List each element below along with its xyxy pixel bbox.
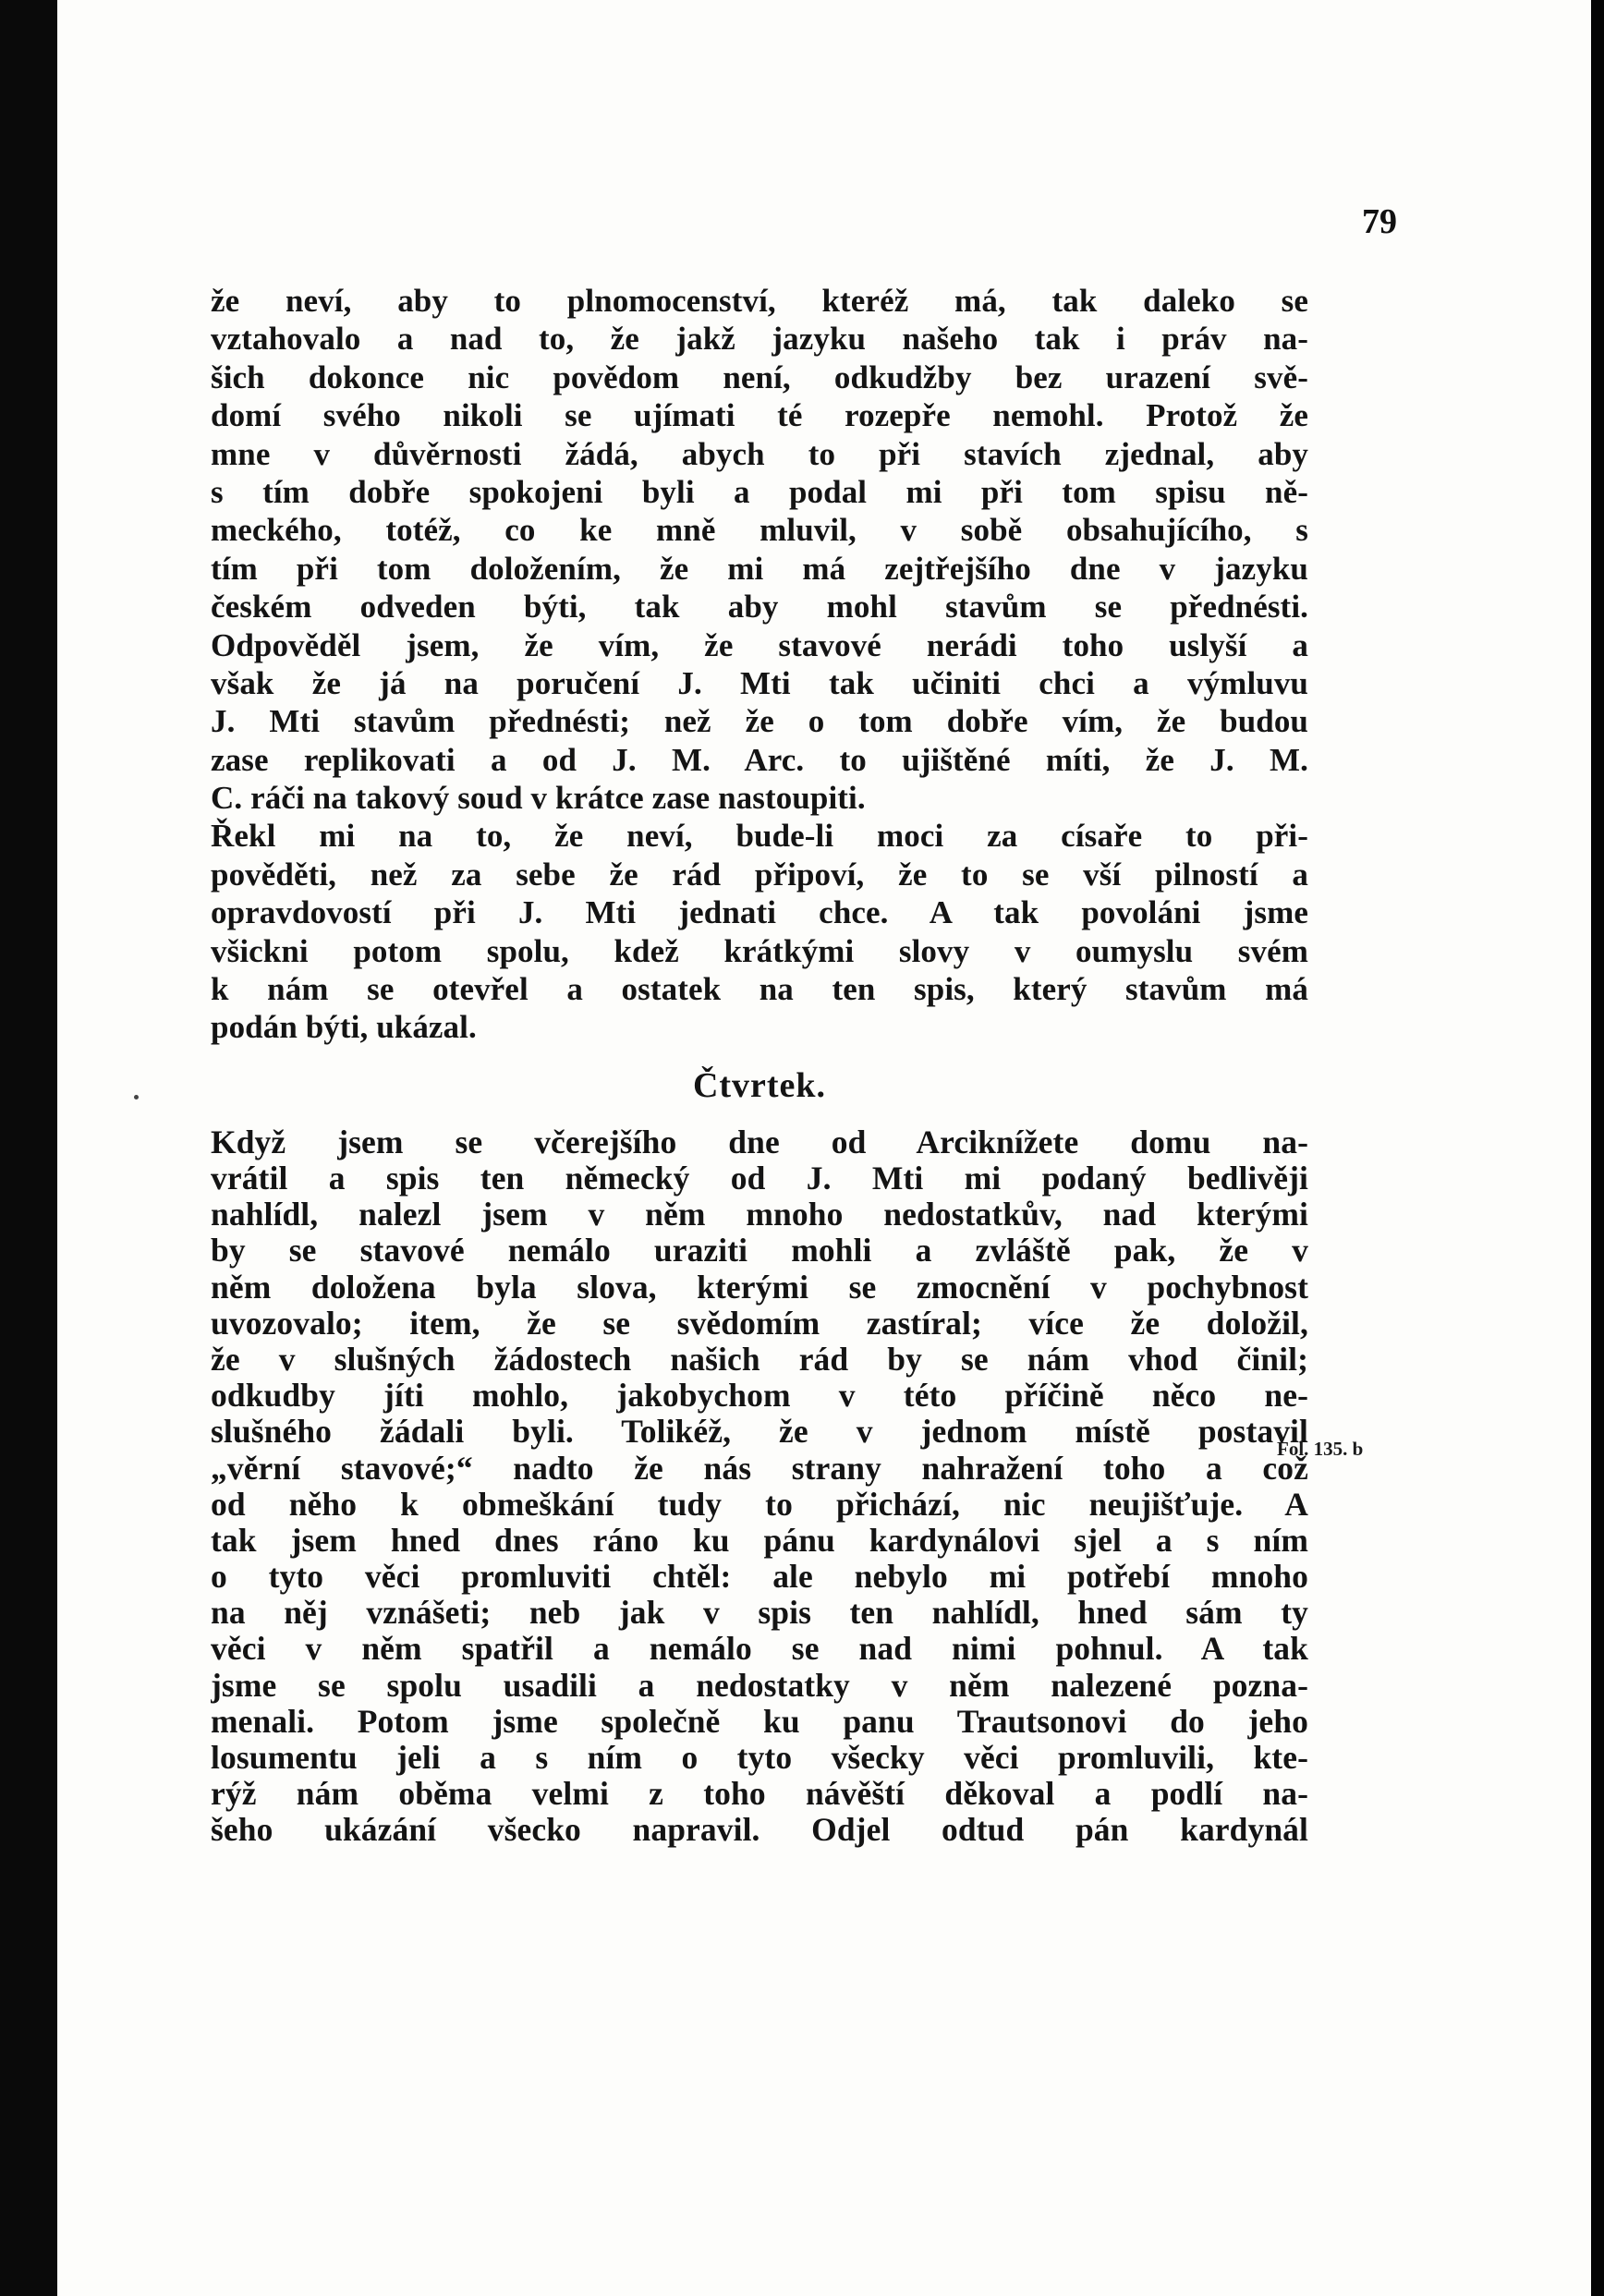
text-line: domí svého nikoli se ujímati té rozepře nemohl. Protož že	[211, 397, 1308, 434]
margin-folio-note: Fol. 135. b	[1277, 1438, 1364, 1460]
text-line: tím při tom doložením, že mi má zejtřejšího dne v jazyku	[211, 550, 1308, 587]
text-line: vrátil a spis ten německý od J. Mti mi podaný bedlivěji	[211, 1160, 1308, 1197]
text-line: losumentu jeli a s ním o tyto všecky věci promluvili, kte-	[211, 1740, 1308, 1776]
text-line: rýž nám oběma velmi z toho návěští děkoval a podlí na-	[211, 1776, 1308, 1813]
text-line: meckého, totéž, co ke mně mluvil, v sobě obsahujícího, s	[211, 512, 1308, 549]
text-line: českém odveden býti, tak aby mohl stavům se přednésti.	[211, 589, 1308, 626]
page-number: 79	[1362, 202, 1397, 241]
text-line: odkudby jíti mohlo, jakobychom v této příčině něco ne-	[211, 1378, 1308, 1415]
text-line: nahlídl, nalezl jsem v něm mnoho nedostatkův, nad kterými	[211, 1197, 1308, 1233]
text-line: něm doložena byla slova, kterými se zmocnění v pochybnost	[211, 1269, 1308, 1306]
paragraph-section-1	[211, 282, 1308, 1047]
text-line: o tyto věci promluviti chtěl: ale nebylo mi potřebí mnoho	[211, 1559, 1308, 1596]
text-line: C. ráči na takový soud v krátce zase nastoupiti.	[211, 780, 866, 817]
text-line: však že já na poručení J. Mti tak učiniti chci a výmluvu	[211, 664, 1308, 701]
section-heading: Čtvrtek.	[692, 1065, 827, 1105]
text-line: mne v důvěrnosti žádá, abych to při stavích zjednal, aby	[211, 435, 1308, 472]
page-text	[211, 282, 1308, 1849]
text-line: podán býti, ukázal.	[211, 1009, 477, 1046]
text-line: Když jsem se včerejšího dne od Arciknížete domu na-	[211, 1124, 1308, 1160]
text-line: pověděti, než za sebe že rád připoví, že to se vší pilností a	[211, 856, 1308, 893]
text-line: Řekl mi na to, že neví, bude-li moci za císaře to při-	[211, 818, 1308, 855]
text-line: „věrní stavové;“ nadto že nás strany nahražení toho a což	[211, 1450, 1308, 1487]
text-line: Odpověděl jsem, že vím, že stavové nerádi toho uslyší a	[211, 626, 1308, 663]
book-page	[57, 0, 1591, 2296]
text-line: tak jsem hned dnes ráno ku pánu kardynálovi sjel a s ním	[211, 1522, 1308, 1559]
text-line: zase replikovati a od J. M. Arc. to ujištěné míti, že J. M.	[211, 741, 1308, 778]
text-line: uvozovalo; item, že se svědomím zastíral; více že doložil,	[211, 1305, 1308, 1342]
text-line: s tím dobře spokojeni byli a podal mi při tom spisu ně-	[211, 473, 1308, 510]
scan-border-left	[0, 0, 57, 2296]
text-line: J. Mti stavům přednésti; než že o tom dobře vím, že budou	[211, 703, 1308, 740]
text-line: jsme se spolu usadili a nedostatky v něm nalezené pozna-	[211, 1667, 1308, 1704]
scan-speck	[134, 1095, 139, 1099]
text-line: na něj vznášeti; neb jak v spis ten nahlídl, hned sám ty	[211, 1595, 1308, 1632]
text-line: všickni potom spolu, kdež krátkými slovy v oumyslu svém	[211, 932, 1308, 969]
paragraph-section-2	[211, 1124, 1308, 1849]
text-line: opravdovostí při J. Mti jednati chce. A tak povoláni jsme	[211, 894, 1308, 931]
text-line: slušného žádali byli. Tolikéž, že v jednom místě postavil	[211, 1414, 1308, 1451]
scan-border-right	[1591, 0, 1604, 2296]
text-line: k nám se otevřel a ostatek na ten spis, který stavům má	[211, 971, 1308, 1008]
text-line: vztahovalo a nad to, že jakž jazyku našeho tak i práv na-	[211, 321, 1308, 358]
text-line: věci v něm spatřil a nemálo se nad nimi pohnul. A tak	[211, 1631, 1308, 1668]
text-line: menali. Potom jsme společně ku panu Trautsonovi do jeho	[211, 1703, 1308, 1740]
text-line: že neví, aby to plnomocenství, kteréž má, tak daleko se	[211, 283, 1308, 319]
text-line: šich dokonce nic povědom není, odkudžby bez urazení svě-	[211, 358, 1308, 395]
text-line: by se stavové nemálo uraziti mohli a zvláště pak, že v	[211, 1233, 1308, 1269]
text-line: šeho ukázání všecko napravil. Odjel odtud pán kardynál	[211, 1812, 1308, 1849]
text-line: že v slušných žádostech našich rád by se nám vhod činil;	[211, 1341, 1308, 1378]
text-line: od něho k obmeškání tudy to přichází, nic neujišťuje. A	[211, 1486, 1308, 1523]
